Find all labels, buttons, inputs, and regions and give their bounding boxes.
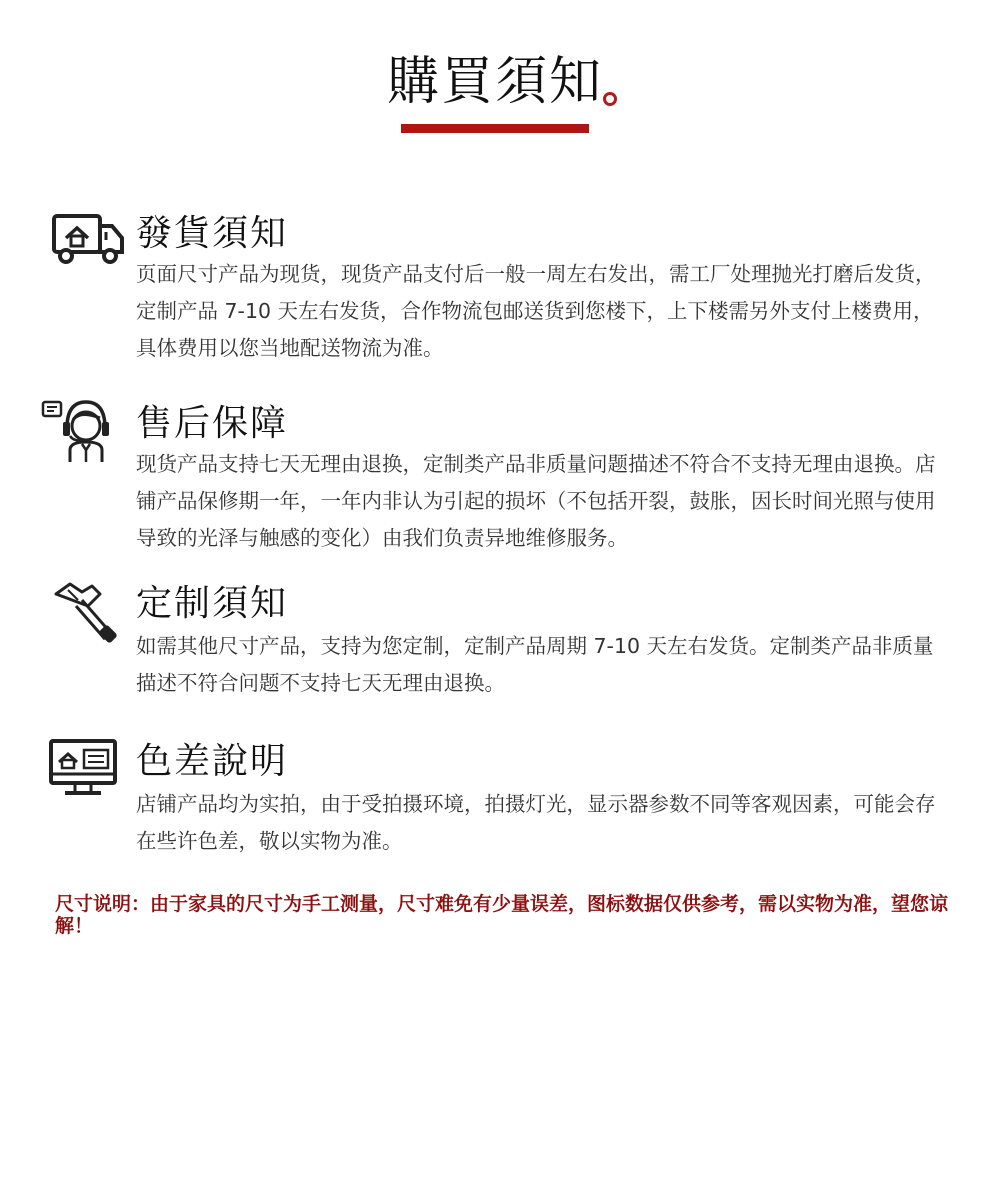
title-dot-decoration	[603, 92, 617, 106]
section-heading: 色差說明	[136, 741, 289, 782]
hammer-icon	[52, 582, 132, 652]
section-heading: 售后保障	[136, 403, 289, 444]
section-heading: 定制須知	[136, 583, 289, 624]
size-note: 尺寸说明：由于家具的尺寸为手工测量，尺寸难免有少量误差，图标数据仅供参考，需以实物为准，望您谅解！	[55, 893, 949, 937]
title-underline	[401, 124, 589, 133]
section-body: 店铺产品均为实拍，由于受拍摄环境，拍摄灯光，显示器参数不同等客观因素，可能会存在些许色差，敬以实物为准。	[136, 792, 936, 853]
page-title	[0, 50, 990, 114]
section-body: 如需其他尺寸产品，支持为您定制，定制产品周期 7-10 天左右发货。定制类产品非质量描述不符合问题不支持七天无理由退换。	[136, 634, 934, 695]
section-body: 页面尺寸产品为现货，现货产品支付后一般一周左右发出，需工厂处理抛光打磨后发货，定制产品 7-10 天左右发货，合作物流包邮送货到您楼下，上下楼需另外支付上楼费用，具体费用以您当地配送物流为准。	[136, 262, 936, 360]
delivery-truck-icon	[50, 210, 130, 280]
section-body: 现货产品支持七天无理由退换，定制类产品非质量问题描述不符合不支持无理由退换。店铺产品保修期一年，一年内非认为引起的损坏（不包括开裂，鼓胀，因长时间光照与使用导致的光泽与触感的变化）由我们负责异地维修服务。	[136, 452, 936, 550]
customer-service-icon	[40, 394, 120, 464]
page-title-text: 購買須知	[386, 52, 603, 112]
monitor-icon	[48, 738, 128, 808]
section-heading: 發貨須知	[136, 213, 289, 254]
